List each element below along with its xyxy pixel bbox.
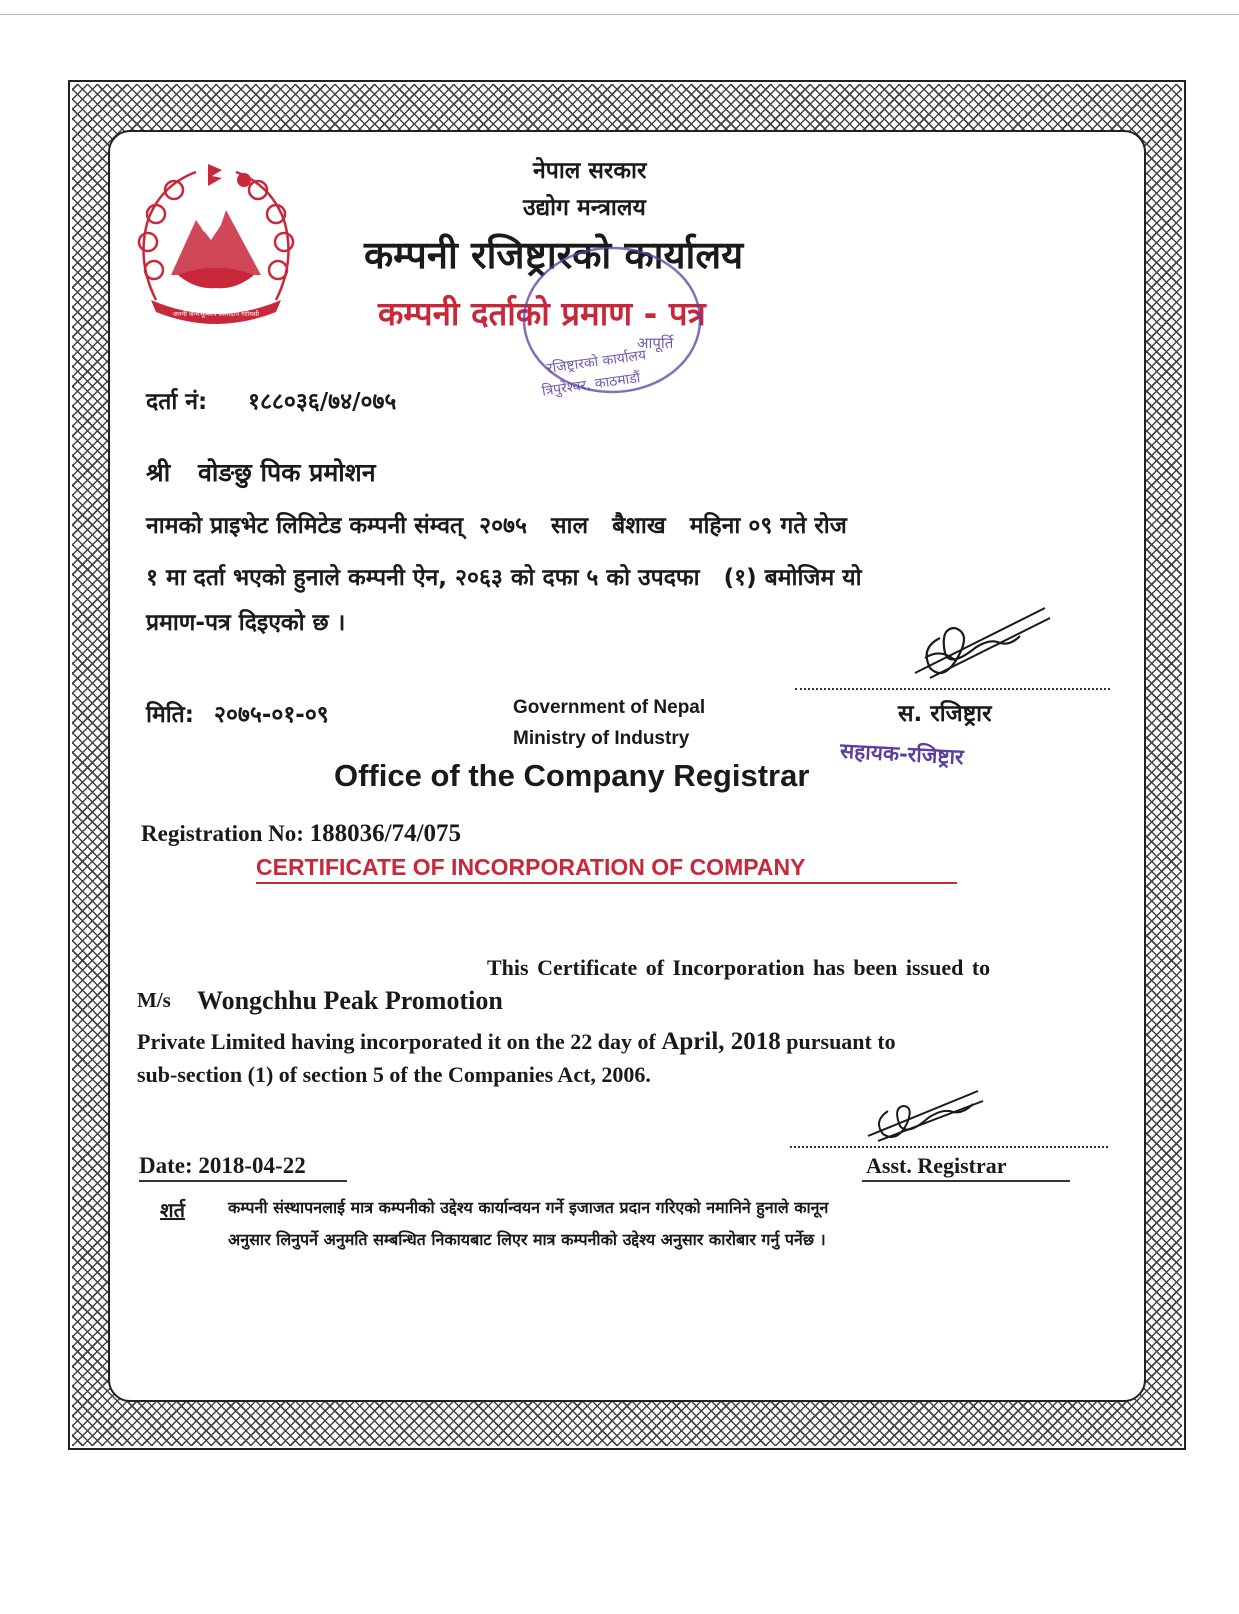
office-np-title: कम्पनी रजिष्ट्रारको कार्यालय — [364, 233, 744, 277]
stamp-line-1: आपूर्ति — [637, 334, 674, 352]
registrar-np-title: स. रजिष्ट्रार — [898, 701, 992, 727]
registrar-signature-icon — [900, 598, 1060, 698]
shree-label: श्री — [146, 458, 171, 487]
office-en-title: Office of the Company Registrar — [334, 758, 810, 793]
condition-line-2: अनुसार लिनुपर्ने अनुमति सम्बन्धित निकायबाट लिएर मात्र कम्पनीको उद्देश्य अनुसार कारोबार गर्नु पर्नेछ । — [228, 1230, 826, 1249]
incorporation-line-b: sub-section (1) of section 5 of the Companies Act, 2006. — [137, 1062, 651, 1087]
asst-registrar-signature-icon — [858, 1076, 998, 1151]
certificate-en-title-underline — [256, 882, 957, 884]
registrar-seal-stamp-icon — [512, 238, 712, 408]
incorporation-line-a: Private Limited having incorporated it on the 22 day of April, 2018 pursuant to — [137, 1028, 896, 1055]
company-name-en: Wongchhu Peak Promotion — [197, 986, 503, 1015]
ministry-en-title: Ministry of Industry — [513, 728, 690, 749]
condition-label: शर्त — [160, 1198, 185, 1222]
date-en-underline — [139, 1180, 347, 1182]
condition-line-1: कम्पनी संस्थापनलाई मात्र कम्पनीको उद्देश्य कार्यान्वयन गर्ने इजाजत प्रदान गरिएको नमानिने हुनाले कानून — [228, 1198, 829, 1217]
np-signature-line — [795, 688, 1110, 690]
asst-registrar-en: Asst. Registrar — [866, 1153, 1007, 1178]
asst-registrar-stamp-np: सहायक-रजिष्ट्रार — [839, 738, 965, 770]
certificate-np-title: कम्पनी दर्ताको प्रमाण - पत्र — [378, 294, 706, 333]
reg-np-label: दर्ता नं: — [146, 389, 208, 415]
certificate-en-title: CERTIFICATE OF INCORPORATION OF COMPANY — [256, 854, 806, 880]
body-np-line1: नामको प्राइभेट लिमिटेड कम्पनी संम्वत् २०७५ साल बैशाख महिना ०९ गते रोज — [146, 513, 847, 539]
date-en: Date: 2018-04-22 — [139, 1153, 306, 1178]
stamp-line-3: त्रिपुरेश्वर, काठमाडौं — [541, 370, 642, 400]
asst-registrar-underline — [862, 1180, 1070, 1182]
gov-np-title: नेपाल सरकार — [533, 158, 647, 184]
body-np-line3: प्रमाण-पत्र दिइएको छ । — [146, 610, 346, 636]
date-np-label: मिति: — [146, 702, 194, 728]
gov-en-title: Government of Nepal — [513, 697, 706, 718]
en-signature-line — [790, 1146, 1108, 1148]
issued-to-line: This Certificate of Incorporation has been issued to — [487, 955, 991, 980]
nepal-emblem-icon — [126, 150, 306, 330]
registration-no-en: Registration No: 188036/74/075 — [141, 820, 462, 847]
body-np-line2: १ मा दर्ता भएको हुनाले कम्पनी ऐन, २०६३ को दफा ५ को उपदफा (१) बमोजिम यो — [146, 565, 862, 591]
scan-top-edge — [0, 14, 1239, 15]
ministry-np-title: उद्योग मन्त्रालय — [523, 195, 646, 221]
company-name-np: वोङछु पिक प्रमोशन — [198, 458, 376, 487]
emblem-motto: जननी जन्मभूमिश्च स्वर्गादपि गरीयसी — [173, 310, 259, 318]
date-np-value: २०७५-०१-०९ — [214, 702, 329, 728]
stamp-line-2: रजिष्ट्रारको कार्यालय — [545, 347, 648, 378]
ms-label: M/s — [137, 988, 171, 1012]
reg-np-number: १८८०३६/७४/०७५ — [248, 389, 397, 415]
